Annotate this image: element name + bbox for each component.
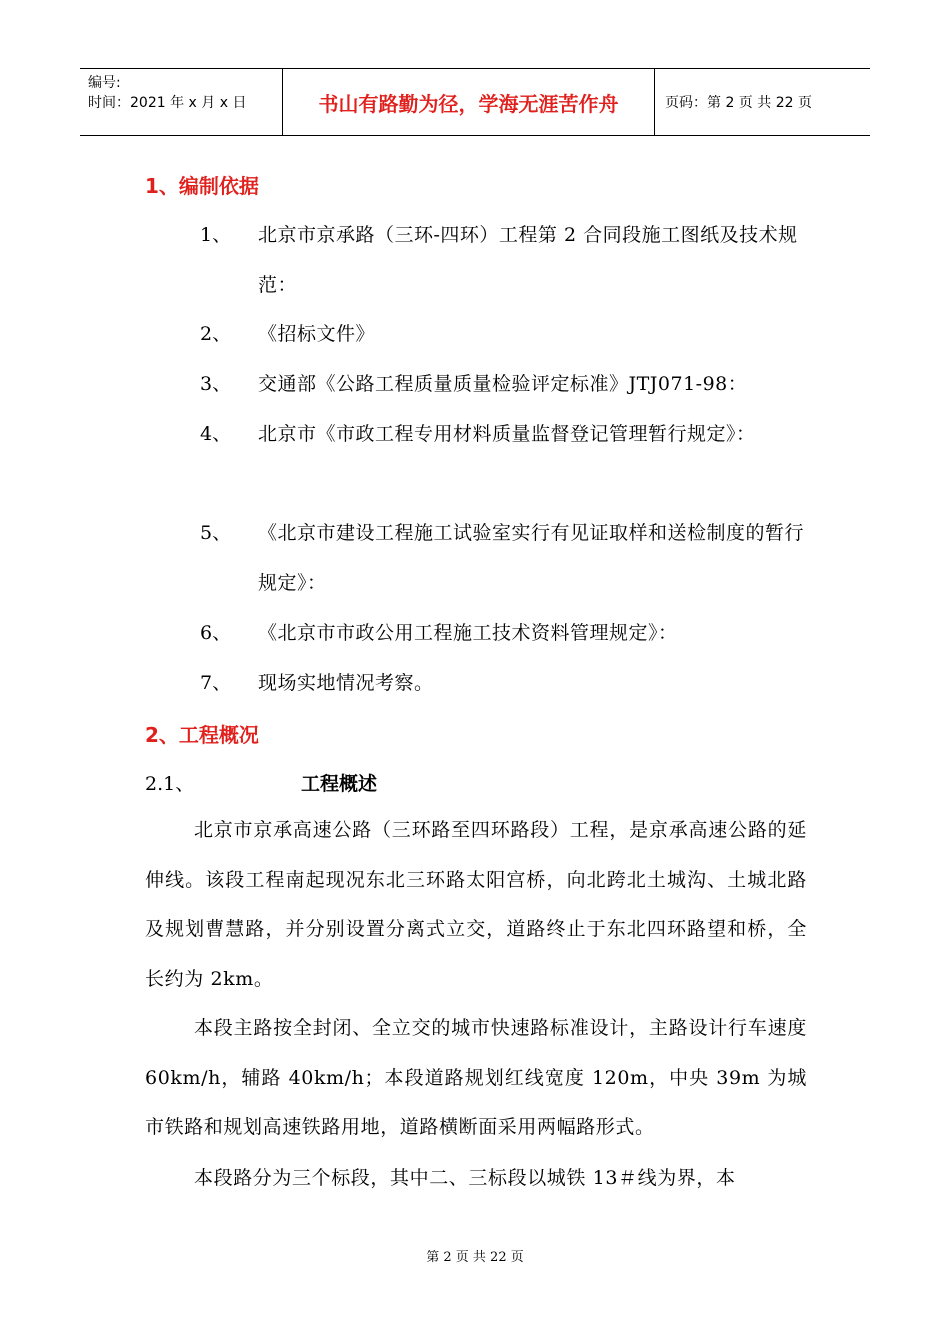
- list-item-text: 现场实地情况考察。: [258, 672, 434, 694]
- paragraph: 本段主路按全封闭、全立交的城市快速路标准设计，主路设计行车速度 60km/h，辅路 40km/h；本段道路规划红线宽度 120m，中央 39m 为城市铁路和规划高速铁路用地，道路横断面采用两幅路形式。: [145, 1017, 807, 1138]
- paragraph: 北京市京承高速公路（三环路至四环路段）工程，是京承高速公路的延伸线。该段工程南起现况东北三环路太阳宫桥，向北跨北土城沟、土城北路及规划曹慧路，并分别设置分离式立交，道路终止于东北四环路望和桥，全长约为 2km。: [145, 819, 807, 990]
- header-page-number: 页码：第 2 页 共 22 页: [665, 95, 812, 111]
- list-item-text: 《北京市市政公用工程施工技术资料管理规定》：: [258, 622, 678, 644]
- list-item-text: 交通部《公路工程质量质量检验评定标准》JTJ071-98：: [258, 373, 748, 395]
- document-number-label: 编号:: [88, 75, 121, 91]
- list-item-text: 《招标文件》: [258, 323, 376, 345]
- list-item-text: 《北京市建设工程施工试验室实行有见证取样和送检制度的暂行规定》：: [258, 522, 805, 594]
- list-item-number: 4、: [200, 423, 232, 445]
- list-item-text: 北京市《市政工程专用材料质量监督登记管理暂行规定》：: [258, 423, 756, 445]
- list-item-number: 7、: [200, 672, 232, 694]
- list-item-number: 6、: [200, 622, 232, 644]
- page-header: [80, 68, 870, 136]
- paragraph: 本段路分为三个标段，其中二、三标段以城铁 13＃线为界，本: [194, 1167, 736, 1189]
- header-motto: 书山有路勤为径，学海无涯苦作舟: [282, 69, 655, 135]
- section-1-title: 1、编制依据: [145, 174, 259, 198]
- subsection-number: 2.1、: [145, 773, 195, 795]
- document-time-label: 时间：2021 年 x 月 x 日: [88, 95, 247, 111]
- subsection-title: 工程概述: [301, 773, 378, 795]
- list-item-number: 2、: [200, 323, 232, 345]
- list-item-text: 北京市京承路（三环-四环）工程第 2 合同段施工图纸及技术规范：: [258, 224, 798, 296]
- list-item-number: 3、: [200, 373, 232, 395]
- header-meta: [80, 69, 282, 135]
- section-2-title: 2、工程概况: [145, 723, 259, 747]
- list-item-number: 5、: [200, 522, 232, 544]
- list-item-number: 1、: [200, 224, 232, 246]
- page-footer: 第 2 页 共 22 页: [426, 1250, 524, 1265]
